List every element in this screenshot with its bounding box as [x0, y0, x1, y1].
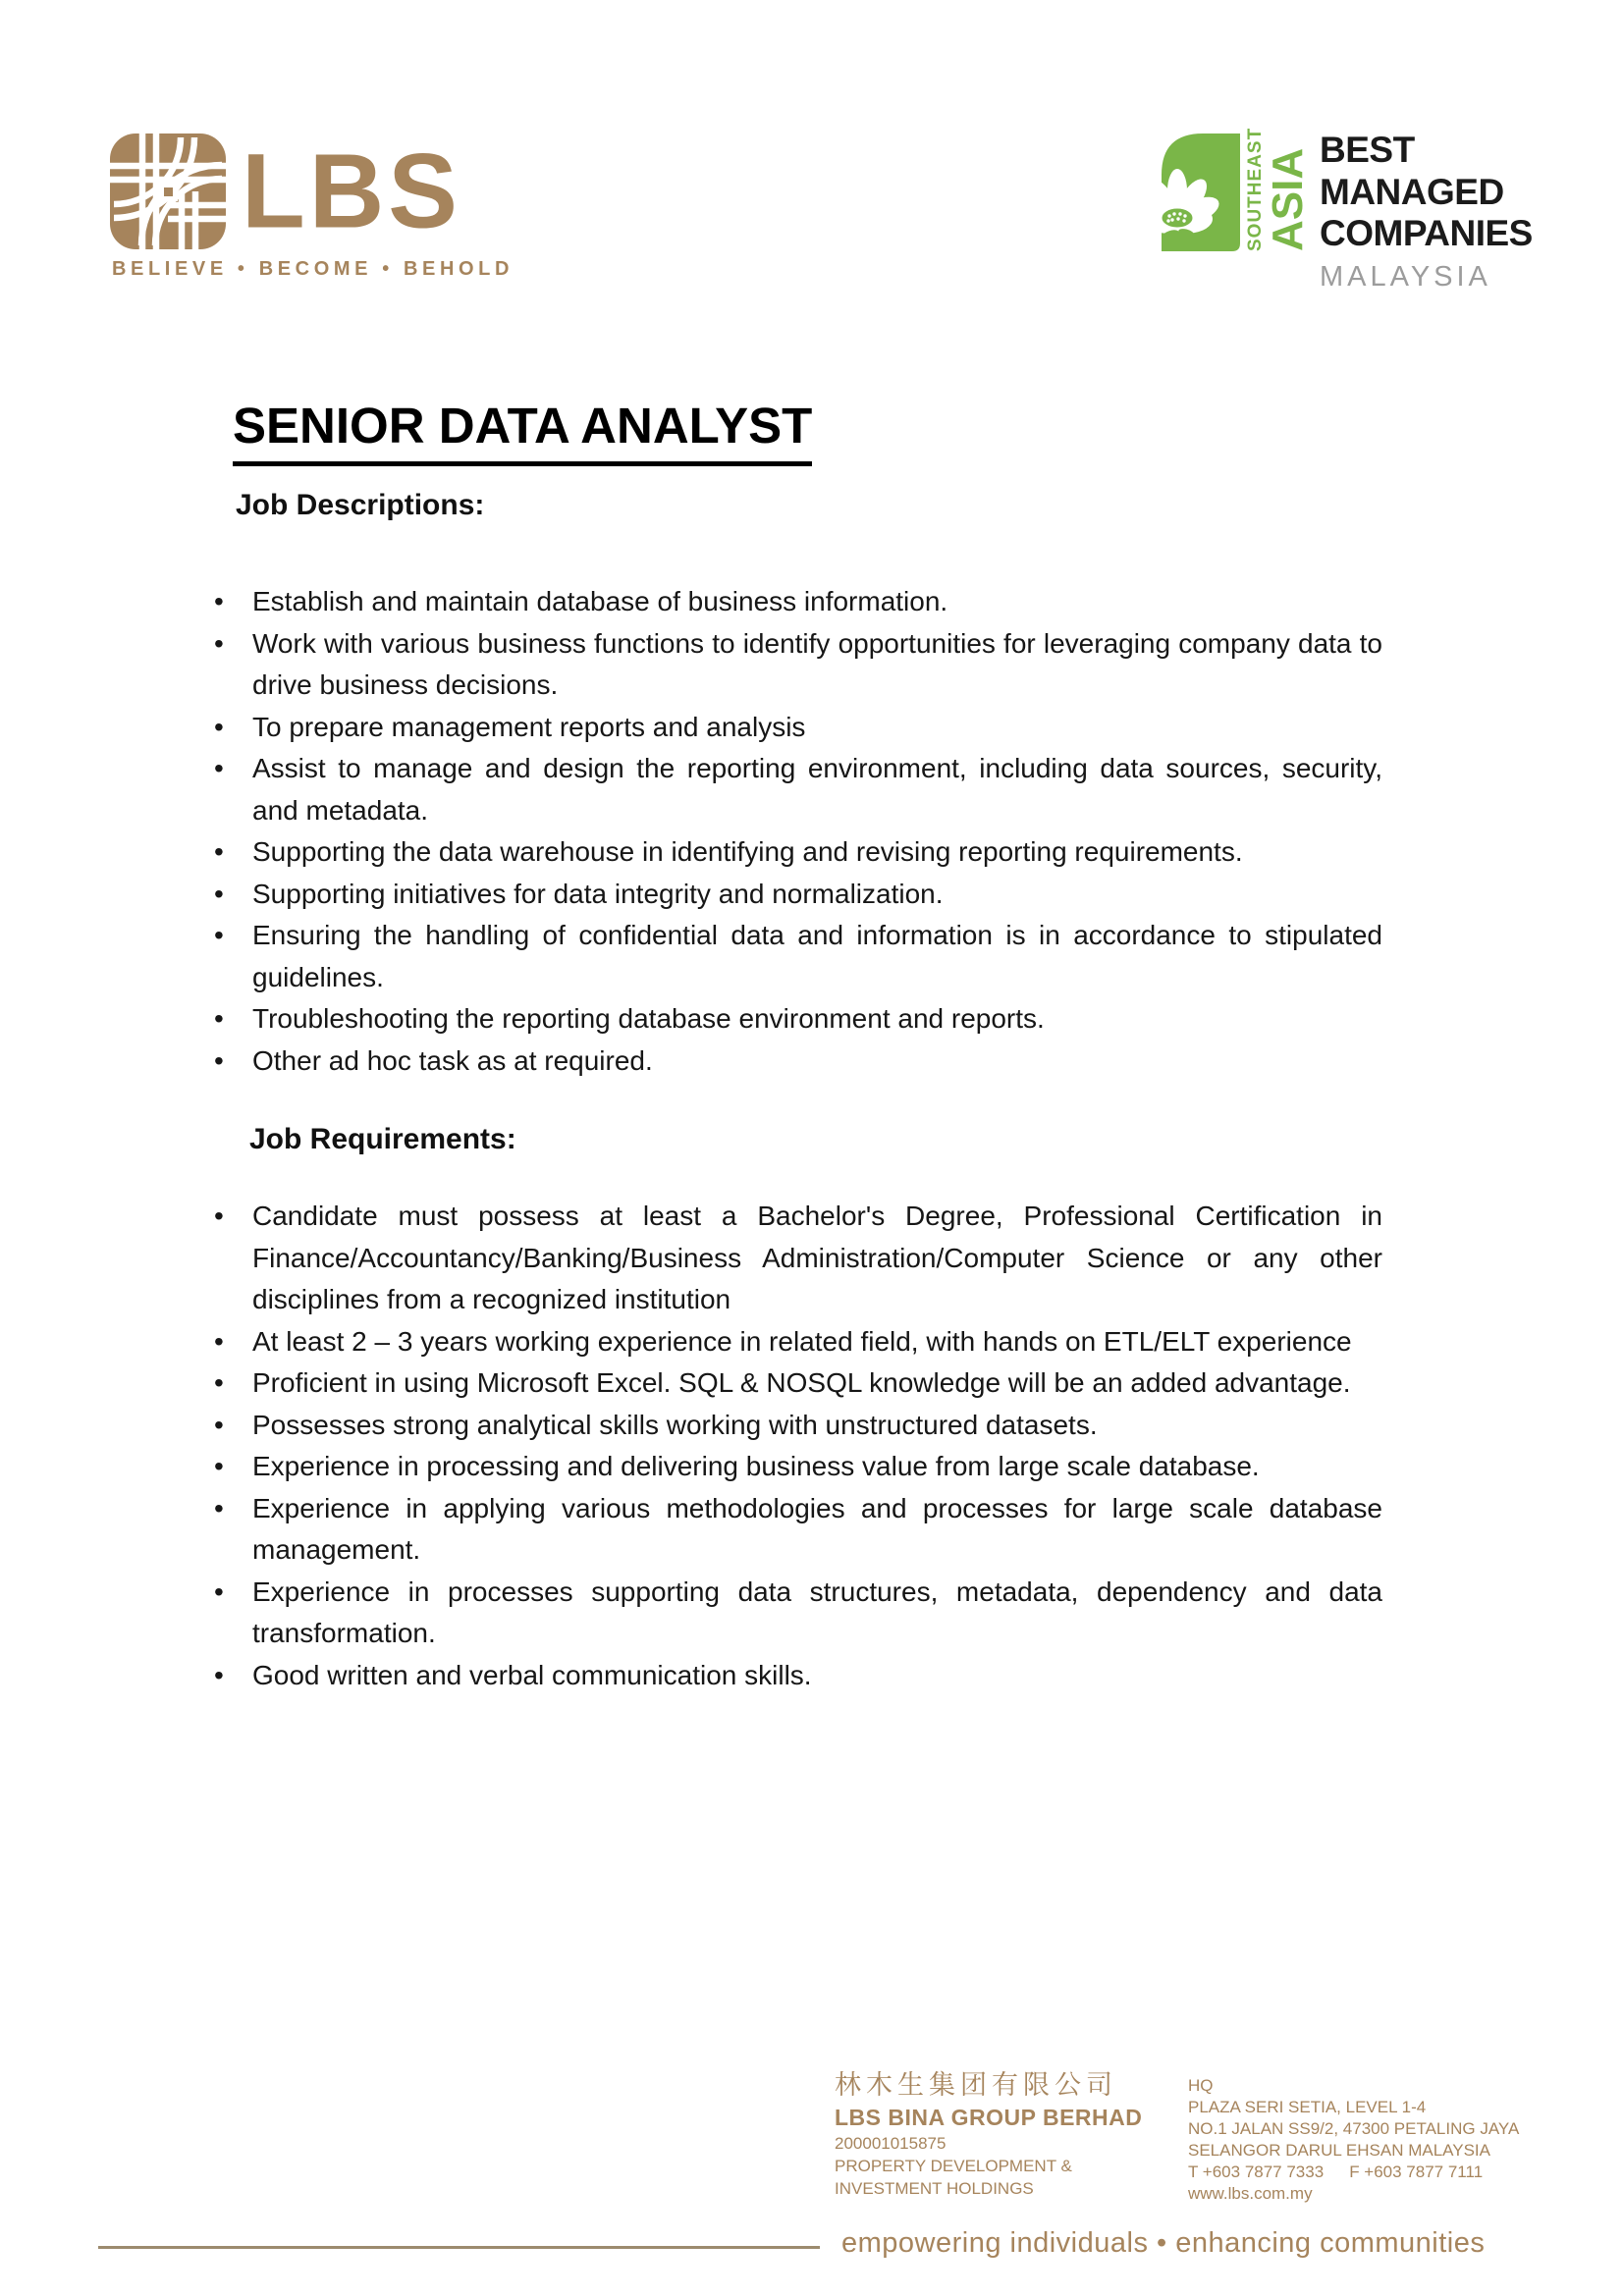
bullet-icon: •: [214, 1003, 224, 1034]
list-item: [211, 1321, 1382, 1363]
job-requirements-heading: Job Requirements:: [249, 1123, 516, 1155]
best-managed-companies-logo: [1162, 127, 1533, 294]
footer-website: www.lbs.com.my: [1188, 2184, 1313, 2204]
list-item: [211, 707, 1382, 749]
footer-line: PLAZA SERI SETIA, LEVEL 1-4: [1188, 2098, 1427, 2117]
bullet-icon: •: [214, 1659, 224, 1690]
bullet-icon: •: [214, 1409, 224, 1440]
footer-divider-line: [98, 2246, 820, 2249]
footer-business-lines: [835, 2156, 1142, 2201]
award-text-block: [1320, 130, 1533, 294]
list-item: [211, 874, 1382, 916]
list-item-text: Assist to manage and design the reporting environment, including data sources, security, and metadata.: [252, 753, 1382, 826]
list-item: [211, 1405, 1382, 1447]
award-country: MALAYSIA: [1320, 260, 1491, 293]
lbs-logo-mark-icon: [110, 133, 226, 249]
award-region-southeast: SOUTHEAST: [1245, 127, 1266, 251]
job-descriptions-list: [211, 581, 1382, 1082]
list-item: [211, 831, 1382, 874]
footer-tagline: empowering individuals • enhancing communities: [841, 2227, 1486, 2259]
list-item-text: Supporting the data warehouse in identifying and revising reporting requirements.: [252, 836, 1243, 867]
bullet-icon: •: [214, 1044, 224, 1076]
list-item-text: Other ad hoc task as at required.: [252, 1044, 653, 1076]
bullet-icon: •: [214, 753, 224, 783]
bullet-icon: •: [214, 1451, 224, 1481]
page-title: SENIOR DATA ANALYST: [233, 397, 812, 466]
list-item-text: Establish and maintain database of business information.: [252, 586, 948, 616]
lbs-wordmark: LBS: [242, 132, 461, 251]
list-item-text: Good written and verbal communication skills.: [252, 1659, 812, 1690]
bullet-icon: •: [214, 627, 224, 659]
list-item-text: To prepare management reports and analysis: [252, 711, 806, 742]
bullet-icon: •: [214, 836, 224, 867]
list-item-text: Candidate must possess at least a Bachelor's Degree, Professional Certification in Finance/Accountancy/Banking/Business Administration/Computer Science or any other disciplines from a recognized institution: [252, 1201, 1382, 1314]
list-item: [211, 915, 1382, 998]
footer-line: SELANGOR DARUL EHSAN MALAYSIA: [1188, 2141, 1490, 2161]
list-item-text: Proficient in using Microsoft Excel. SQL & NOSQL knowledge will be an added advantage.: [252, 1367, 1351, 1398]
list-item: [211, 623, 1382, 707]
list-item-text: Ensuring the handling of confidential data and information is in accordance to stipulated guidelines.: [252, 920, 1382, 992]
list-item: [211, 1655, 1382, 1697]
footer-hq-block: [1188, 2075, 1519, 2206]
footer-company-block: [835, 2069, 1142, 2201]
list-item: [211, 1446, 1382, 1488]
bullet-icon: •: [214, 920, 224, 950]
award-line-best: BEST: [1320, 130, 1415, 170]
footer-fax: F +603 7877 7111: [1349, 2163, 1484, 2182]
job-descriptions-heading: Job Descriptions:: [236, 489, 485, 521]
award-line-companies: COMPANIES: [1320, 213, 1533, 254]
list-item-text: Experience in applying various methodologies and processes for large scale database management.: [252, 1492, 1382, 1565]
footer-line: NO.1 JALAN SS9/2, 47300 PETALING JAYA: [1188, 2119, 1520, 2139]
bullet-icon: •: [214, 878, 224, 909]
footer-company-name: LBS BINA GROUP BERHAD: [835, 2105, 1143, 2131]
list-item-text: At least 2 – 3 years working experience in related field, with hands on ETL/ELT experience: [252, 1325, 1352, 1357]
bullet-icon: •: [214, 1367, 224, 1398]
footer-line: INVESTMENT HOLDINGS: [835, 2179, 1034, 2199]
lbs-logo: [110, 133, 461, 249]
bullet-icon: •: [214, 711, 224, 742]
bullet-icon: •: [214, 1575, 224, 1607]
lotus-icon: [1162, 133, 1240, 253]
list-item: [211, 1196, 1382, 1321]
bullet-icon: •: [214, 1201, 224, 1231]
list-item: [211, 1572, 1382, 1655]
footer-address: [1188, 2097, 1519, 2162]
award-region-asia: ASIA: [1264, 147, 1312, 251]
bullet-icon: •: [214, 1325, 224, 1357]
job-requirements-list: [211, 1196, 1382, 1696]
list-item: [211, 998, 1382, 1041]
list-item: [211, 1488, 1382, 1572]
award-line-managed: MANAGED: [1320, 171, 1504, 212]
list-item-text: Supporting initiatives for data integrity and normalization.: [252, 878, 944, 909]
list-item-text: Possesses strong analytical skills working with unstructured datasets.: [252, 1409, 1098, 1440]
footer-company-name-chinese: 林木生集团有限公司: [835, 2070, 1117, 2100]
footer-line: PROPERTY DEVELOPMENT &: [835, 2157, 1072, 2176]
list-item-text: Troubleshooting the reporting database environment and reports.: [252, 1003, 1045, 1034]
footer-hq-label: HQ: [1188, 2076, 1214, 2095]
bullet-icon: •: [214, 586, 224, 616]
list-item: [211, 748, 1382, 831]
list-item-text: Work with various business functions to identify opportunities for leveraging company data to drive business decisions.: [252, 627, 1382, 700]
footer-phones: [1188, 2162, 1519, 2183]
list-item: [211, 1041, 1382, 1083]
list-item-text: Experience in processing and delivering business value from large scale database.: [252, 1451, 1260, 1481]
bullet-icon: •: [214, 1492, 224, 1523]
footer-registration-number: 200001015875: [835, 2134, 947, 2154]
list-item: [211, 1362, 1382, 1405]
footer-phone: T +603 7877 7333: [1188, 2163, 1325, 2182]
lbs-brand-tagline: BELIEVE • BECOME • BEHOLD: [112, 258, 514, 280]
list-item: [211, 581, 1382, 623]
list-item-text: Experience in processes supporting data structures, metadata, dependency and data transformation.: [252, 1575, 1382, 1648]
